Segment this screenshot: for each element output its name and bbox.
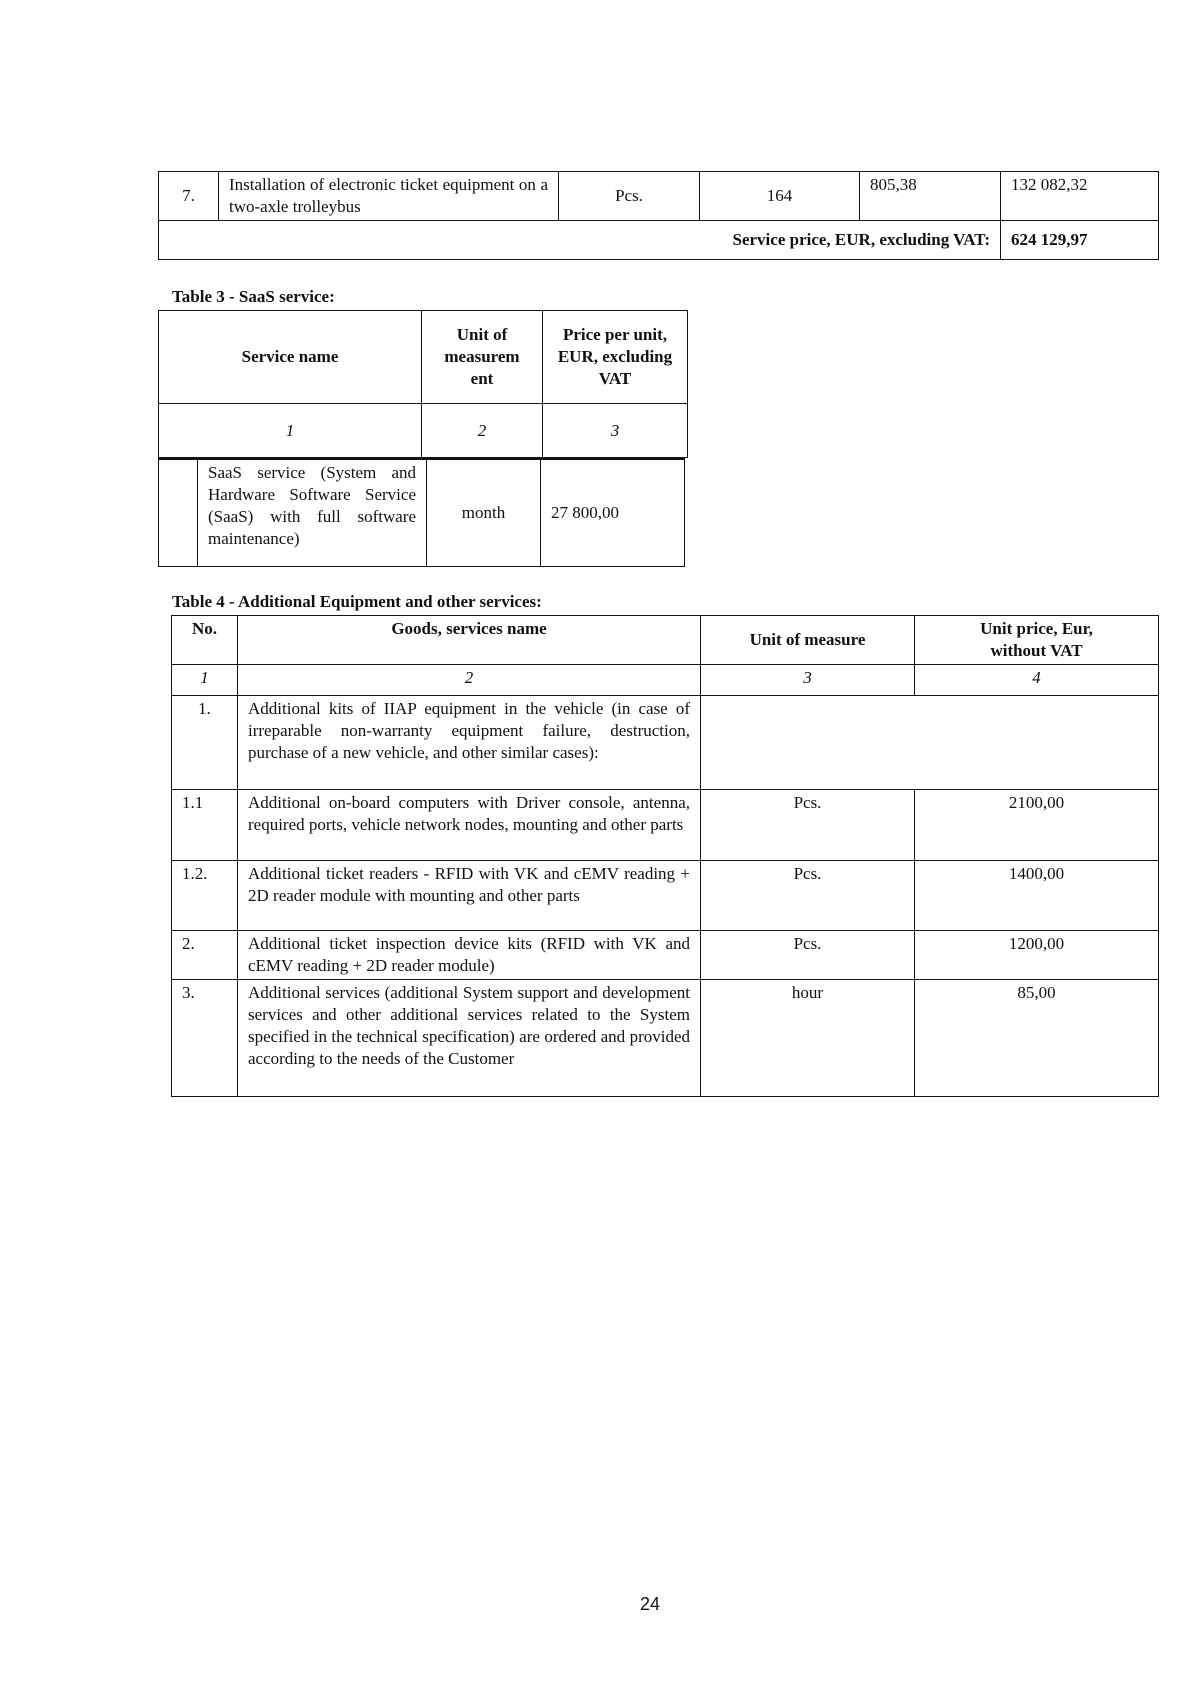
column-number-row [159,404,688,458]
saas-service-table [158,310,688,458]
header-no: No. [172,616,238,665]
unit: Pcs. [559,172,700,221]
header-price: Price per unit, EUR, excluding VAT [543,311,688,404]
total-row [159,221,1159,260]
header-price: Unit price, Eur, without VAT [915,616,1159,665]
item-name: Additional ticket readers - RFID with VK and cEMV reading + 2D reader module with mounting and other parts [238,861,701,931]
quantity: 164 [700,172,860,221]
header-row [159,311,688,404]
price: 27 800,00 [541,459,685,566]
col-number: 3 [701,665,915,696]
page-number: 24 [640,1594,661,1614]
price: 1400,00 [915,861,1159,931]
row-number: 1.1 [172,790,238,861]
price: 2100,00 [915,790,1159,861]
additional-equipment-table [171,615,1159,1097]
header-unit: Unit of measure [701,616,915,665]
header-unit: Unit of measurem ent [422,311,543,404]
service-name: Installation of electronic ticket equipment on a two-axle trolleybus [219,172,559,221]
services-price-table-tail [158,171,1159,260]
row-number: 2. [172,931,238,980]
row-number: 1.2. [172,861,238,931]
col-number: 3 [543,404,688,458]
price: 85,00 [915,980,1159,1097]
unit-price: 805,38 [860,172,1001,221]
table-row [172,861,1159,931]
unit: Pcs. [701,861,915,931]
empty-cell [701,696,1159,790]
table-row [172,980,1159,1097]
item-name: Additional kits of IIAP equipment in the vehicle (in case of irreparable non-warranty equipment failure, destruction, purchase of a new vehicle, and other similar cases): [238,696,701,790]
price: 1200,00 [915,931,1159,980]
column-number-row [172,665,1159,696]
row-number: 3. [172,980,238,1097]
col-number: 1 [172,665,238,696]
table-row [159,172,1159,221]
saas-service-row [158,458,685,567]
header-service-name: Service name [159,311,422,404]
total-label: Service price, EUR, excluding VAT: [159,221,1001,260]
col-number: 2 [422,404,543,458]
table-row [172,790,1159,861]
table-row [172,931,1159,980]
total-value: 624 129,97 [1001,221,1159,260]
item-name: Additional services (additional System support and development services and other additional services related to the System specified in the technical specification) are ordered and provided according to the needs of the Customer [238,980,701,1097]
table-row [172,696,1159,790]
header-name: Goods, services name [238,616,701,665]
table3-caption: Table 3 - SaaS service: [172,287,335,306]
col-number: 1 [159,404,422,458]
unit: hour [701,980,915,1097]
item-name: Additional on-board computers with Driver console, antenna, required ports, vehicle network nodes, mounting and other parts [238,790,701,861]
table4-caption: Table 4 - Additional Equipment and other services: [172,592,542,611]
service-name: SaaS service (System and Hardware Software Service (SaaS) with full software maintenance) [198,459,427,566]
unit: month [427,459,541,566]
empty-cell [159,459,198,566]
total-price: 132 082,32 [1001,172,1159,221]
item-name: Additional ticket inspection device kits (RFID with VK and cEMV reading + 2D reader module) [238,931,701,980]
col-number: 2 [238,665,701,696]
col-number: 4 [915,665,1159,696]
unit: Pcs. [701,790,915,861]
header-row [172,616,1159,665]
table-row [159,459,685,566]
unit: Pcs. [701,931,915,980]
row-number: 7. [159,172,219,221]
row-number: 1. [172,696,238,790]
